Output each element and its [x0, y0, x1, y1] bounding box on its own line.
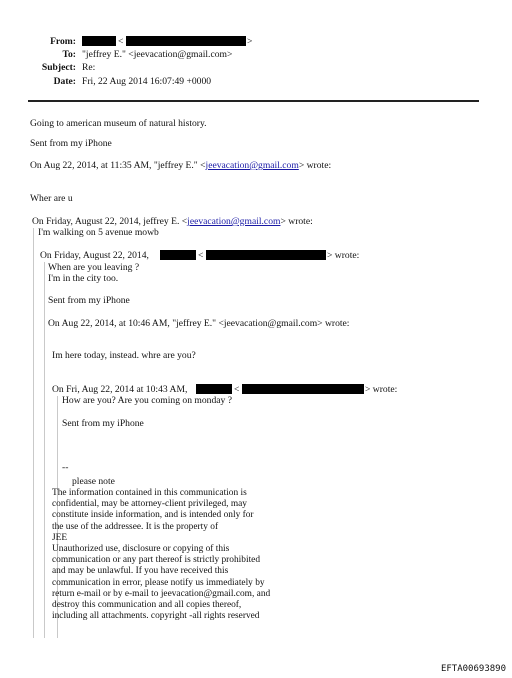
confidentiality-notice: The information contained in this communication is confidential, may be attorney-client privileged, may constitute inside information, and is intended only for the use of the addressee. It is the property of JEE Unauthorized use, disclosure or copying of this communication or any part thereof is strictly prohibited and may be unlawful. If you have received this communication in error, please notify us immediately by return e-mail or by e-mail to jeevacation@gmail.com, and destroy this communication and all copies thereof, including all attachments. copyright -all rights reserved	[52, 488, 271, 622]
body-line: Going to american museum of natural history.	[30, 118, 207, 129]
redaction-bar	[160, 250, 196, 260]
document-page: From: < > To: "jeffrey E." <jeevacation@gmail.com> Subject: Re: Date: Fri, 22 Aug 2014 16:07:49 +0000 Going to american museum of natural history. Sent from my iPhone On Aug 22, 2014, at 11:35 AM, "jeffrey E." <jeevacation@gmail.com> wrote: Wher are u On Friday, August 22, 2014, jeffrey E. <jeevacation@gmail.com> wrote: I'm walking on 5 avenue mowb On Friday, August 22, 2014, < > wrote: When are you leaving ? I'm in the city too. Sent from my iPhone On Aug 22, 2014, at 10:46 AM, "jeffrey E." <jeevacation@gmail.com> wrote: Im here today, instead. whre are you? On Fri, Aug 22, 2014 at 10:43 AM, < > wrote: How are you? Are you coming on monday ? Sent from my iPhone -- please note The information contained in this communication is confidential, may be attorney-client privileged, may constitute inside information, and is intended only for the use of the addressee. It is the property of JEE Unauthorized use, disclosure or copying of this communication or any part thereof is strictly prohibited and may be unlawful. If you have received this communication in error, please notify us immediately by return e-mail or by e-mail to jeevacation@gmail.com, and destroy this communication and all copies thereof, including all attachments. copyright -all rights reserved EFTA00693890	[0, 0, 512, 678]
email-link[interactable]: jeevacation@gmail.com	[187, 216, 281, 227]
signature: Sent from my iPhone	[62, 418, 144, 429]
from-label: From:	[50, 36, 76, 47]
body-line: When are you leaving ?	[48, 262, 140, 273]
signature-separator: --	[62, 462, 69, 473]
quote-bar	[44, 262, 45, 638]
header-divider	[28, 100, 479, 102]
signature: Sent from my iPhone	[48, 295, 130, 306]
signature: Sent from my iPhone	[30, 138, 112, 149]
subject-value: Re:	[82, 62, 96, 73]
body-line: How are you? Are you coming on monday ?	[62, 395, 232, 406]
quote-header: On Aug 22, 2014, at 11:35 AM, "jeffrey E." <jeevacation@gmail.com> wrote:	[30, 160, 332, 171]
body-line: I'm walking on 5 avenue mowb	[38, 227, 159, 238]
quote-header-start: On Friday, August 22, 2014,	[40, 250, 149, 261]
redaction-bar	[242, 384, 364, 394]
quote-header-start: On Fri, Aug 22, 2014 at 10:43 AM,	[52, 384, 188, 395]
redaction-bar	[82, 36, 116, 46]
body-line: I'm in the city too.	[48, 273, 119, 284]
document-reference: EFTA00693890	[440, 664, 506, 674]
note-title: please note	[72, 476, 115, 487]
redaction-bar	[206, 250, 326, 260]
subject-label: Subject:	[41, 62, 76, 73]
email-link[interactable]: jeevacation@gmail.com	[205, 160, 299, 171]
to-label: To:	[62, 49, 76, 60]
quote-header-end: > wrote:	[365, 384, 398, 395]
date-label: Date:	[53, 76, 76, 87]
quote-header: On Friday, August 22, 2014, jeffrey E. <jeevacation@gmail.com> wrote:	[32, 216, 313, 227]
date-value: Fri, 22 Aug 2014 16:07:49 +0000	[82, 76, 212, 87]
quote-header-end: > wrote:	[327, 250, 360, 261]
body-line: Im here today, instead. whre are you?	[52, 350, 196, 361]
body-line: Wher are u	[30, 193, 73, 204]
quote-bar	[33, 228, 34, 638]
to-value: "jeffrey E." <jeevacation@gmail.com>	[82, 49, 233, 60]
redaction-bar	[126, 36, 246, 46]
redaction-bar	[196, 384, 232, 394]
quote-header: On Aug 22, 2014, at 10:46 AM, "jeffrey E." <jeevacation@gmail.com> wrote:	[48, 318, 350, 329]
